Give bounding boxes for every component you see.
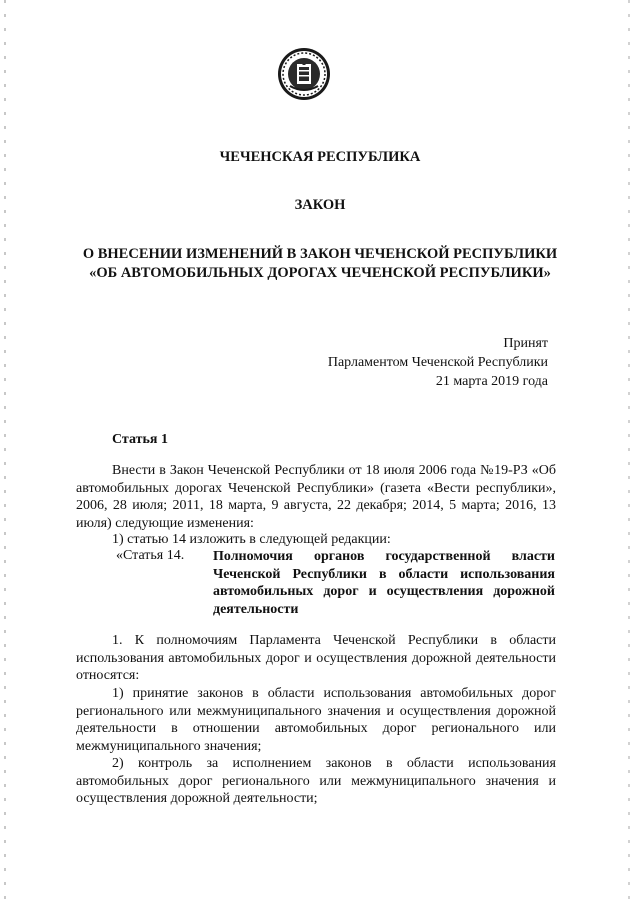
coat-of-arms-emblem <box>276 46 332 102</box>
republic-heading: ЧЕЧЕНСКАЯ РЕСПУБЛИКА <box>219 149 421 165</box>
article-14-title: Полномочия органов государственной власти Чеченской Республики в области использования автомобильных дорог и осуществления дорожной деятельности <box>213 549 555 617</box>
paragraph-1: 1. К полномочиям Парламента Чеченской Республики в области использования автомобильных дорог и осуществления дорожной деятельности относятся: <box>76 633 556 683</box>
scan-edge-right <box>628 0 630 905</box>
adoption-block <box>328 334 548 391</box>
paragraph-1-subitem-2: 2) контроль за исполнением законов в области использования автомобильных дорог регионального или межмуниципального значения и осуществления дорожной деятельности; <box>76 756 556 806</box>
scan-edge-left <box>4 0 6 905</box>
article-14-label: «Статья 14. <box>116 548 185 563</box>
adoption-body: Парламентом Чеченской Республики <box>327 355 548 370</box>
adoption-label: Принят <box>503 336 548 351</box>
paragraph-1-subitem-1: 1) принятие законов в области использования автомобильных дорог регионального или межмуниципального значения и осуществления дорожной деятельности в отношении автомобильных дорог регионального или межмуниципального значения; <box>76 686 556 754</box>
document-type: ЗАКОН <box>294 197 346 213</box>
article-1-heading: Статья 1 <box>112 432 168 447</box>
article-1-intro: Внести в Закон Чеченской Республики от 18 июля 2006 года №19-РЗ «Об автомобильных дорогах Чеченской Республики» (газета «Вести республики», 2006, 28 июля; 2011, 18 марта, 9 августа, 22 декабря; 2014, 5 марта; 2016, 13 июля) следующие изменения: <box>76 463 556 531</box>
law-title-line-2: «ОБ АВТОМОБИЛЬНЫХ ДОРОГАХ ЧЕЧЕНСКОЙ РЕСПУБЛИКИ» <box>89 265 551 281</box>
adoption-date: 21 марта 2019 года <box>435 374 548 389</box>
law-title-line-1: О ВНЕСЕНИИ ИЗМЕНЕНИЙ В ЗАКОН ЧЕЧЕНСКОЙ РЕСПУБЛИКИ <box>82 246 558 262</box>
item-1: 1) статью 14 изложить в следующей редакции: <box>112 532 391 547</box>
